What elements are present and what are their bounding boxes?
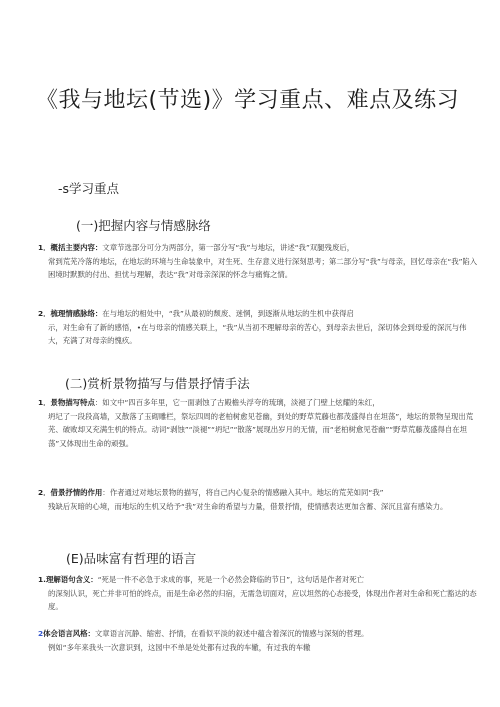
- item-lead: ．景物描写特点: [43, 398, 95, 407]
- item-number: 2: [38, 629, 44, 638]
- item-text: “死是一件不必急于求成的事，死是一个必然会降临的节日”，这句话是作者对死亡: [97, 575, 365, 584]
- section-heading-key-points: -s学习重点: [58, 181, 120, 196]
- list-item: [38, 307, 478, 348]
- item-text: ：如文中“四百多年里，它一面剥蚀了古殿檐头浮夸的琉璃，淡褪了门壁上炫耀的朱红，: [94, 398, 380, 407]
- item-number: 1: [38, 398, 44, 407]
- list-item: [38, 627, 478, 654]
- item-text: 在与地坛的相处中，“我”从最初的颓废、迷惘，到逐渐从地坛的生机中获得启: [102, 309, 354, 318]
- item-continuation: 例如“多年来我头一次意识到，这园中不单是处处都有过我的车辙，有过我的车辙: [48, 642, 311, 652]
- item-number: 2: [38, 488, 44, 497]
- item-number: 1: [38, 243, 44, 252]
- item-lead: ．梳理情感脉络：: [43, 309, 103, 318]
- item-lead: ．概括主要内容：: [43, 243, 103, 252]
- list-item: [38, 486, 478, 513]
- list-item: [38, 573, 478, 614]
- item-text: ：作者通过对地坛景物的描写，将自己内心复杂的情感融入其中。地坛的荒芜如同“我”: [102, 488, 384, 497]
- page-title: 《我与地坛(节选)》学习重点、难点及练习: [36, 88, 460, 113]
- item-continuation: 的深刻认识，死亡并非可怕的终点，而是生命必然的归宿，无需急切面对，应以坦然的心态接受，体现出作者对生命和死亡豁达的态度。: [48, 588, 477, 612]
- item-number: 1.: [38, 575, 46, 584]
- item-lead: 体会语言风格：: [43, 629, 95, 638]
- item-text: 文章语言沉静、缩密、抒情，在看似平淡的叙述中蕴含着深沉的情感与深刻的哲理。: [94, 629, 369, 638]
- subheading-scenery: (二)赏析景物描写与借景抒情手法: [65, 376, 250, 391]
- list-item: [38, 241, 478, 282]
- item-number: 2: [38, 309, 44, 318]
- subheading-content-emotion: (一)把握内容与情感脉络: [76, 218, 211, 233]
- subheading-philosophy: (E)品味富有哲理的语言: [66, 551, 197, 566]
- item-lead: ．借景抒情的作用: [43, 488, 103, 497]
- item-continuation: 常到荒芜冷落的地坛，在地坛的环境与生命装象中，对生死、生存意义进行深刻思考；第二部分写“我”与母亲，回忆母亲在“我”陷入困境时默默的付出、担忧与理解，表达“我”对母亲深深的怀念与痛悔之情。: [48, 256, 478, 280]
- item-continuation: 示，对生命有了新的感悟，•在与母亲的情感关联上，“我”从当初不理解母亲的苦心，到母亲去世后，深切体会到母爱的深沉与伟大，充满了对母亲的愧疚。: [48, 322, 467, 346]
- item-text: 文章节选部分可分为两部分，第一部分写“我”与地坛，讲述“我”双腿残废后，: [102, 243, 355, 252]
- list-item: [38, 396, 478, 450]
- item-continuation: 残缺后灰暗的心境，而地坛的生机又给予“我”对生命的希望与力量，借景抒情，使情感表达更加含蓄、深沉且富有感染力。: [48, 501, 448, 511]
- item-continuation: 坍圮了一段段高墙，又散落了玉砌雕栏，祭坛四周的老柏树愈见苍幽，到处的野草荒藤也都茂盛得自在坦荡”，地坛的景物呈现出荒芜、破败却又充满生机的特点。动词“剥蚀”“淡褪”“坍圮”“散落”展现出岁月的无情，而“老柏树愈见苍幽”“野草荒藤茂盛得自在坦荡”又体现出生命的顽强。: [48, 411, 474, 448]
- item-lead: 理解语句含义：: [45, 575, 98, 584]
